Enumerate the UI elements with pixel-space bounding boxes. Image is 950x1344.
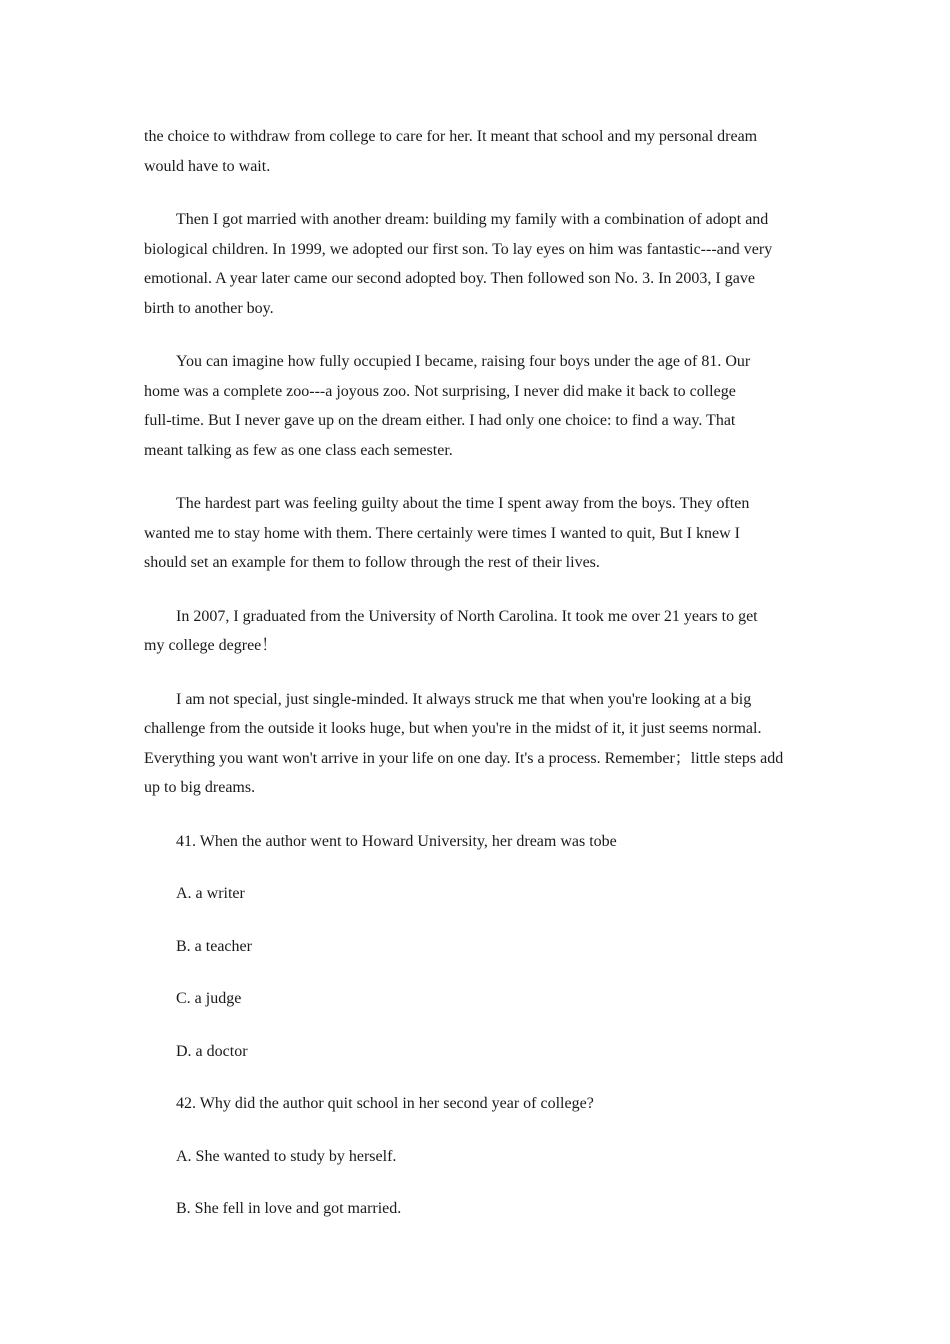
paragraph-line: the choice to withdraw from college to care for her. It meant that school and my personal dream [144,128,758,145]
paragraph-line: The hardest part was feeling guilty about the time I spent away from the boys. They often [176,495,750,512]
paragraph-2 [144,205,814,323]
question-41-option-a: A. a writer [176,885,245,902]
paragraph-line: biological children. In 1999, we adopted our first son. To lay eyes on him was fantastic---and very [144,240,773,258]
paragraph-line: birth to another boy. [144,299,274,317]
question-41-option-b: B. a teacher [176,937,252,955]
paragraph-1 [144,122,814,181]
paragraph-6 [144,685,814,803]
paragraph-4 [144,489,814,578]
question-41-option-d: D. a doctor [176,1042,248,1060]
question-42-option-b: B. She fell in love and got married. [176,1200,402,1217]
paragraph-line: meant talking as few as one class each semester. [144,441,453,459]
question-42-option-a: A. She wanted to study by herself. [176,1147,397,1165]
paragraph-line: Then I got married with another dream: building my family with a combination of adopt and [176,211,769,228]
paragraph-line: You can imagine how fully occupied I became, raising four boys under the age of 81. Our [176,353,751,370]
paragraph-line: should set an example for them to follow through the rest of their lives. [144,554,600,571]
paragraph-line: up to big dreams. [144,779,256,796]
paragraph-line: In 2007, I graduated from the University of North Carolina. It took me over 21 years to get [176,607,758,625]
paragraph-line: home was a complete zoo---a joyous zoo. Not surprising, I never did make it back to college [144,382,736,400]
question-41-option-c: C. a judge [176,990,242,1007]
document-page [144,122,814,1247]
paragraph-line: emotional. A year later came our second adopted boy. Then followed son No. 3. In 2003, I gave [144,270,755,287]
paragraph-line: would have to wait. [144,157,271,175]
paragraph-3 [144,347,814,465]
paragraph-line: my college degree！ [144,637,278,654]
paragraph-line: I am not special, just single-minded. It always struck me that when you're looking at a big [176,690,752,708]
paragraph-line: challenge from the outside it looks huge, but when you're in the midst of it, it just seems normal. [144,720,762,737]
paragraph-line: wanted me to stay home with them. There certainly were times I wanted to quit, But I knew I [144,524,740,542]
question-41-stem: 41. When the author went to Howard University, her dream was tobe [176,832,617,850]
paragraph-5 [144,602,814,661]
paragraph-line: Everything you want won't arrive in your life on one day. It's a process. Remember；little steps add [144,749,784,767]
question-42-stem: 42. Why did the author quit school in her second year of college? [176,1095,594,1112]
paragraph-line: full-time. But I never gave up on the dream either. I had only one choice: to find a way. That [144,412,736,429]
